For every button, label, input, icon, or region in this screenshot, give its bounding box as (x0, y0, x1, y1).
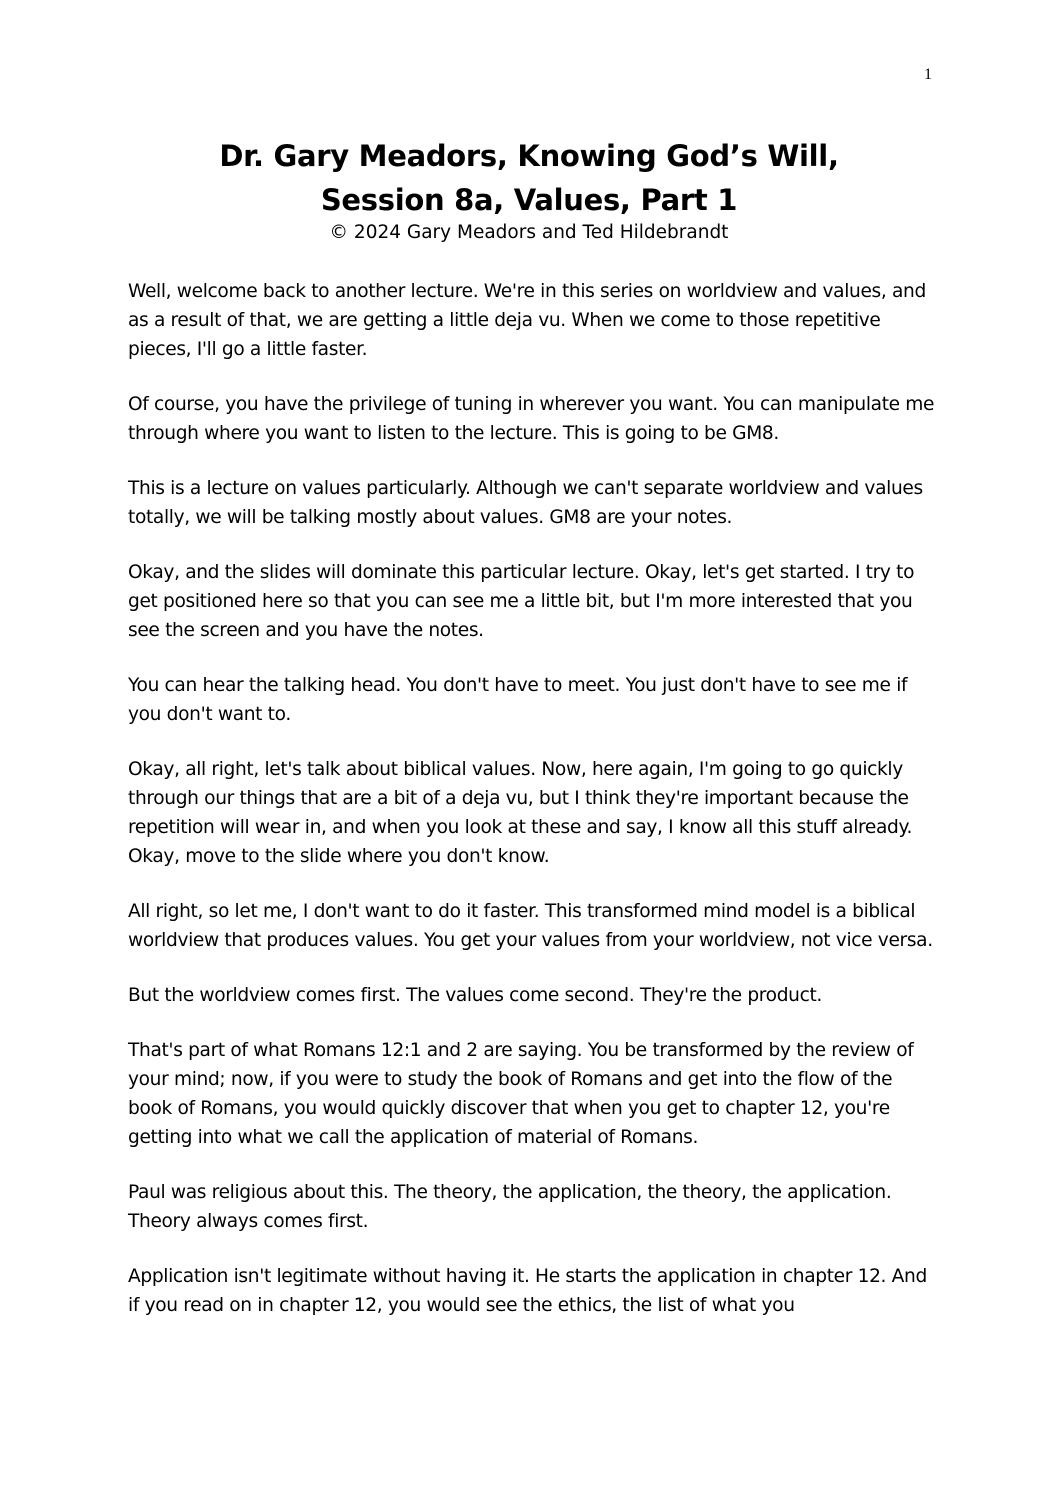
paragraph: Of course, you have the privilege of tuning in wherever you want. You can manipulate me through where you want to listen to the lecture. This is going to be GM8. (128, 394, 935, 444)
paragraph: Okay, and the slides will dominate this particular lecture. Okay, let's get started. I try to get positioned here so that you can see me a little bit, but I'm more interested that you see the screen and you have the notes. (128, 562, 915, 641)
page-number: 1 (924, 66, 932, 83)
document-title (0, 134, 1058, 222)
document-body (128, 277, 938, 1346)
paragraph: All right, so let me, I don't want to do it faster. This transformed mind model is a biblical worldview that produces values. You get your values from your worldview, not vice versa. (128, 901, 933, 951)
paragraph: Paul was religious about this. The theory, the application, the theory, the application. Theory always comes first. (128, 1182, 892, 1232)
paragraph: But the worldview comes first. The values come second. They're the product. (128, 985, 822, 1006)
title-line-2: Session 8a, Values, Part 1 (320, 183, 738, 217)
paragraph: That's part of what Romans 12:1 and 2 are saying. You be transformed by the review of your mind; now, if you were to study the book of Romans and get into the flow of the book of Romans, you would quickly discover that when you get to chapter 12, you're getting into what we call the application of material of Romans. (128, 1040, 914, 1148)
title-line-1: Dr. Gary Meadors, Knowing God’s Will, (219, 139, 839, 173)
paragraph: You can hear the talking head. You don't have to meet. You just don't have to see me if you don't want to. (128, 675, 908, 725)
copyright-notice: © 2024 Gary Meadors and Ted Hildebrandt (329, 222, 729, 243)
paragraph: This is a lecture on values particularly. Although we can't separate worldview and values totally, we will be talking mostly about values. GM8 are your notes. (128, 478, 923, 528)
paragraph: Application isn't legitimate without having it. He starts the application in chapter 12. And if you read on in chapter 12, you would see the ethics, the list of what you (128, 1266, 927, 1316)
paragraph: Okay, all right, let's talk about biblical values. Now, here again, I'm going to go quickly through our things that are a bit of a deja vu, but I think they're important because the repetition will wear in, and when you look at these and say, I know all this stuff already. Okay, move to the slide where you don't know. (128, 759, 913, 867)
paragraph: Well, welcome back to another lecture. We're in this series on worldview and values, and as a result of that, we are getting a little deja vu. When we come to those repetitive pieces, I'll go a little faster. (128, 281, 926, 360)
